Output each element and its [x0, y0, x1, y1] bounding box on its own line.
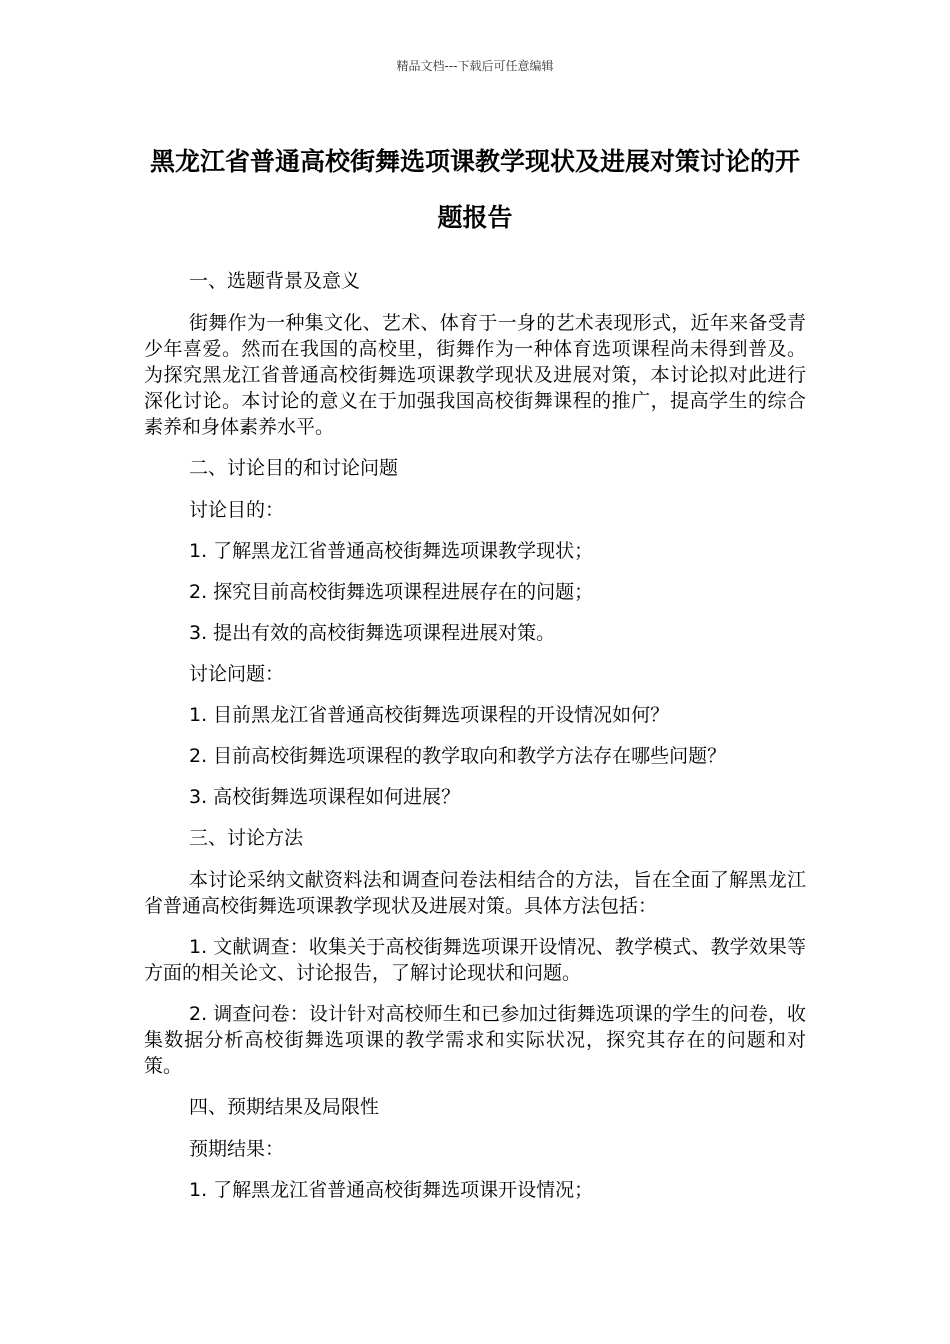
header-note: 精品文档---下载后可任意编辑: [396, 59, 554, 73]
document-body: [144, 268, 806, 1218]
list-item: 1. 目前黑龙江省普通高校街舞选项课程的开设情况如何？: [189, 704, 670, 726]
section-heading-results: 四、预期结果及局限性: [189, 1096, 380, 1118]
list-item: 1. 了解黑龙江省普通高校街舞选项课开设情况；: [189, 1179, 594, 1201]
list-item: 2. 探究目前高校街舞选项课程进展存在的问题；: [189, 581, 594, 603]
section-heading-purpose: 二、讨论目的和讨论问题: [189, 457, 399, 479]
list-item: 3. 提出有效的高校街舞选项课程进展对策。: [189, 622, 556, 644]
list-item: 1. 文献调查：收集关于高校街舞选项课开设情况、教学模式、教学效果等方面的相关论文、讨论报告，了解讨论现状和问题。: [144, 936, 806, 984]
subheading-purpose: 讨论目的：: [189, 499, 285, 521]
section-heading-methods: 三、讨论方法: [189, 827, 304, 849]
list-item: 2. 目前高校街舞选项课程的教学取向和教学方法存在哪些问题？: [189, 745, 727, 767]
list-item: 2. 调查问卷：设计针对高校师生和已参加过街舞选项课的学生的问卷，收集数据分析高校街舞选项课的教学需求和实际状况，探究其存在的问题和对策。: [144, 1003, 806, 1077]
document-title: 黑龙江省普通高校街舞选项课教学现状及进展对策讨论的开题报告: [149, 147, 800, 232]
list-item: 1. 了解黑龙江省普通高校街舞选项课教学现状；: [189, 540, 594, 562]
paragraph-background: 街舞作为一种集文化、艺术、体育于一身的艺术表现形式，近年来备受青少年喜爱。然而在我国的高校里，街舞作为一种体育选项课程尚未得到普及。为探究黑龙江省普通高校街舞选项课教学现状及进展对策，本讨论拟对此进行深化讨论。本讨论的意义在于加强我国高校街舞课程的推广，提高学生的综合素养和身体素养水平。: [144, 312, 806, 438]
paragraph-methods: 本讨论采纳文献资料法和调查问卷法相结合的方法，旨在全面了解黑龙江省普通高校街舞选项课教学现状及进展对策。具体方法包括：: [144, 869, 806, 917]
subheading-expected-results: 预期结果：: [189, 1138, 285, 1160]
list-item: 3. 高校街舞选项课程如何进展？: [189, 786, 461, 808]
subheading-questions: 讨论问题：: [189, 663, 285, 685]
section-heading-background: 一、选题背景及意义: [189, 270, 361, 292]
